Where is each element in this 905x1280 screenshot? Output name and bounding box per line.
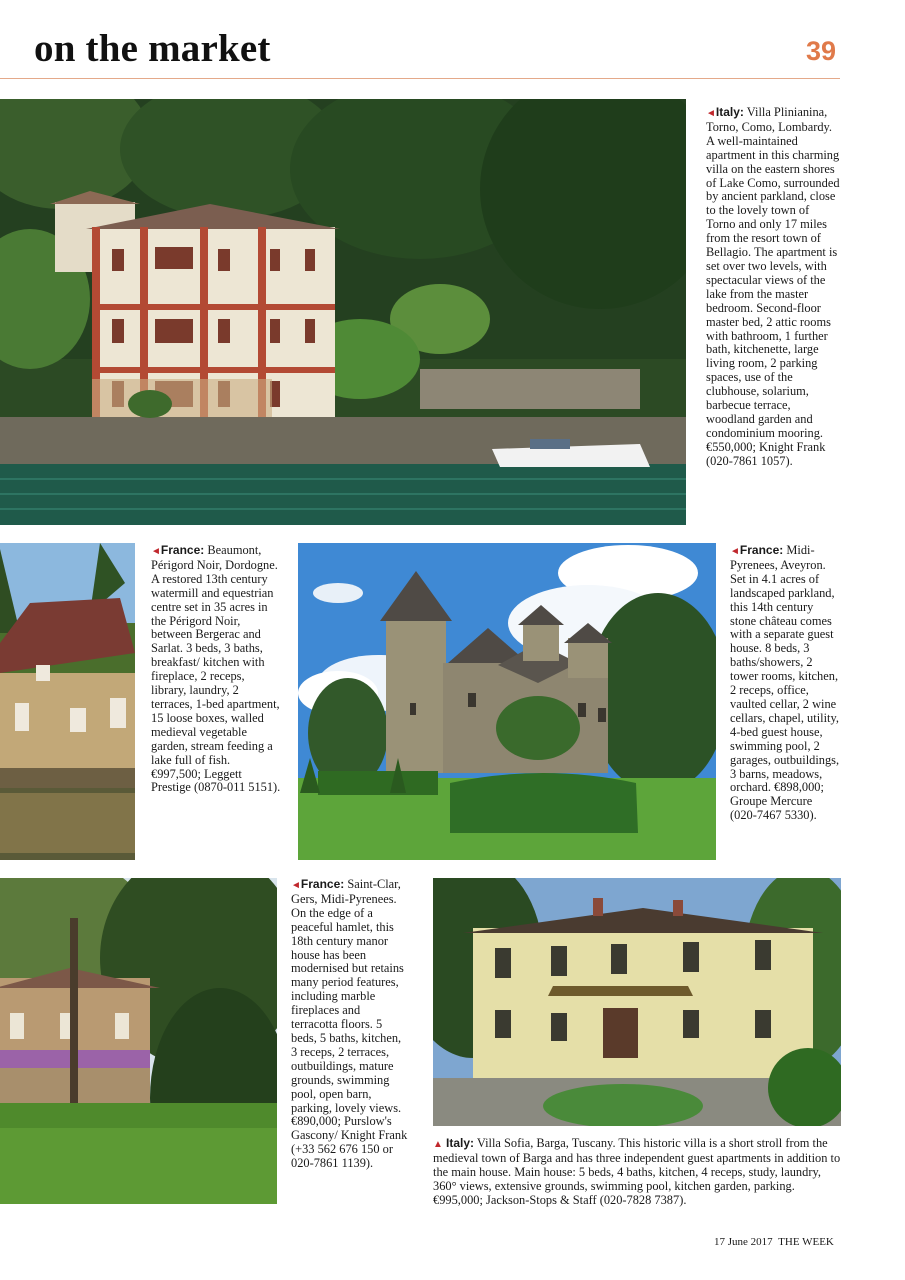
listing-text: Midi-Pyrenees, Aveyron. Set in 4.1 acres of landscaped parkland, this 14th century stone château comes with a separate guest house. 8 beds, 3 baths/showers, 2 tower rooms, kitchen, 2 receps, office, vaulted cellar, 2 wine cellars, chapel, utility, 4-bed guest house, swimming pool, 2 garages, outbuildings, 3 barns, meadows, orchard. €898,000; Groupe Mercure (020-7467 5330). xyxy=(730,544,840,823)
caption-aveyron xyxy=(730,544,842,862)
marker-left-icon: ◄ xyxy=(291,880,301,891)
listing-text: Villa Sofia, Barga, Tuscany. This historic villa is a short stroll from the medieval town of Barga and has three independent guest apartments in addition to the main house. Main house: 5 beds, 4 baths, kitchen, 4 receps, study, laundry, 360° views, extensive grounds, swimming pool, kitchen garden, parking. €995,000; Jackson-Stops & Staff (020-7828 7387). xyxy=(433,1137,841,1207)
marker-left-icon: ◄ xyxy=(151,546,161,557)
photo-villa-plinianina xyxy=(0,99,686,525)
listing-text: Beaumont, Périgord Noir, Dordogne. A restored 13th century watermill and equestrian centre set in 35 acres in the Périgord Noir, between Bergerac and Sarlat. 3 beds, 3 baths, breakfast/ kitchen with fireplace, 2 receps, library, laundry, 2 terraces, 1-bed apartment, 15 loose boxes, walled medieval vegetable garden, stream feeding a lake full of fish. €997,500; Leggett Prestige (0870-011 5151). xyxy=(151,544,281,795)
page-title: on the market xyxy=(34,27,271,70)
photo-aveyron-chateau xyxy=(298,543,716,860)
page-footer xyxy=(714,1236,834,1248)
photo-saint-clar-manor xyxy=(0,878,277,1204)
footer-date: 17 June 2017 xyxy=(714,1236,773,1248)
caption-villa-sofia xyxy=(433,1137,841,1212)
footer-publication: THE WEEK xyxy=(778,1236,834,1248)
listing-country: Italy: xyxy=(446,1137,475,1150)
listing-country: France: xyxy=(739,544,784,557)
marker-left-icon: ◄ xyxy=(730,546,740,557)
page-number: 39 xyxy=(806,36,837,66)
photo-beaumont-watermill xyxy=(0,543,135,860)
listing-country: Italy: xyxy=(715,106,744,119)
caption-saint-clar xyxy=(291,878,409,1208)
caption-beaumont xyxy=(151,544,281,862)
listing-country: France: xyxy=(300,878,345,891)
marker-up-icon: ▲ xyxy=(433,1139,443,1150)
header-divider xyxy=(0,78,840,79)
photo-villa-sofia xyxy=(433,878,841,1126)
listing-text: Villa Plinianina, Torno, Como, Lombardy. A well-maintained apartment in this charming villa on the eastern shores of Lake Como, surrounded by ancient parkland, close to the lovely town of Torno and only 17 miles from the resort town of Bellagio. The apartment is set over two levels, with spectacular views of the lake from the master bedroom. Second-floor master bed, 2 attic rooms with bathroom, 1 further bath, kitchenette, large living room, 2 parking spaces, use of the clubhouse, solarium, barbecue terrace, woodland garden and condominium mooring. €550,000; Knight Frank (020-7861 1057). xyxy=(706,106,840,468)
listing-country: France: xyxy=(160,544,205,557)
listing-text: Saint-Clar, Gers, Midi-Pyrenees. On the edge of a peaceful hamlet, this 18th century manor house has been modernised but retains many period features, including marble fireplaces and terracotta floors. 5 beds, 5 baths, kitchen, 3 receps, 2 terraces, outbuildings, mature grounds, swimming pool, open barn, parking, lovely views. €890,000; Purslow's Gascony/ Knight Frank (+33 562 676 150 or 020-7861 1139). xyxy=(291,878,408,1171)
marker-left-icon: ◄ xyxy=(706,108,716,119)
caption-villa-plinianina xyxy=(706,106,841,526)
